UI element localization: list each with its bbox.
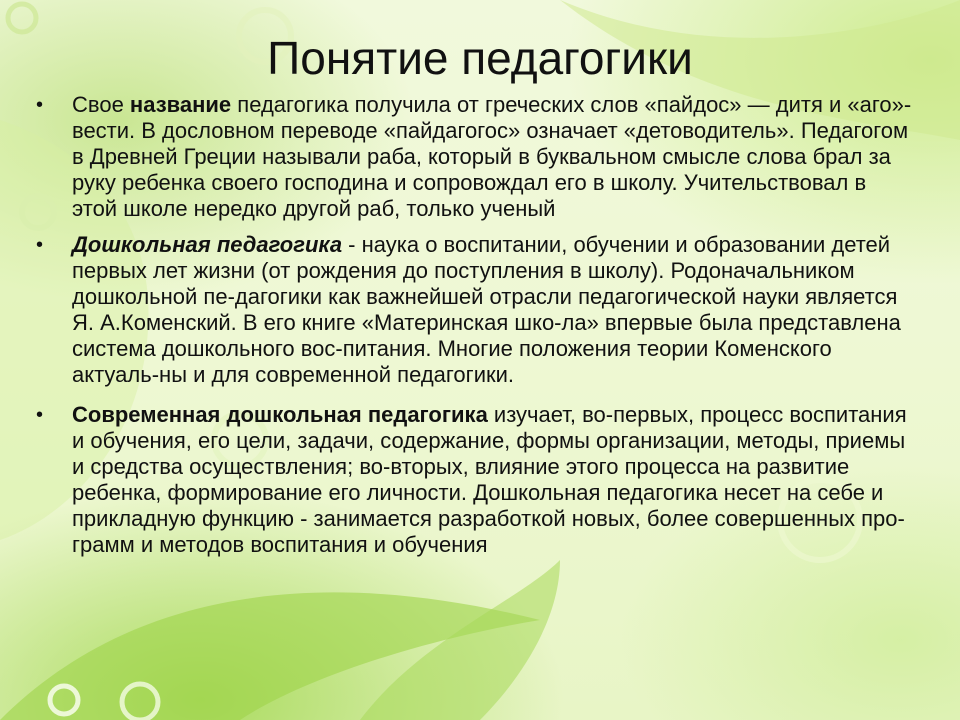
item-bold-term: Современная дошкольная педагогика [72,402,488,427]
slide-title: Понятие педагогики [267,32,693,84]
ring-top-left [8,4,36,32]
bullet-list [36,92,916,568]
item-bold-term: Дошкольная педагогика [72,232,343,257]
item-text-after: - наука о воспитании, обучении и образовании детей первых лет жизни (от рождения до поступления в школу). Родоначальником дошкольной пе-дагогики как важнейшей отрасли педагогической науки является Я. А.Коменский. В его книге «Материнская шко-ла» впервые была представлена система дошкольного вос-питания. Многие положения теории Коменского актуаль-ны и для современной педагогики. [72,232,901,387]
bullet-icon: • [36,234,44,256]
item-text-before: Свое [72,92,130,117]
bullet-icon: • [36,404,44,426]
item-bold-term: название [129,92,232,117]
list-item [36,92,916,222]
item-text-after: педагогика получила от греческих слов «пайдос» — дитя и «аго»- вести. В дословном переводе «пайдагогос» означает «детоводитель». Педагогом в Древней Греции называли раба, который в буквальном смысле слова брал за руку ребенка своего господина и сопровождал его в школу. Учительствовал в этой школе нередко другой раб, только ученый [72,92,912,221]
list-item [36,232,916,388]
item-text-after: изучает, во-первых, процесс воспитания и обучения, его цели, задачи, содержание, формы организации, методы, приемы и средства осуществления; во-вторых, влияние этого процесса на развитие ребенка, формирование его личности. Дошкольная педагогика несет на себе и прикладную функцию - занимается разработкой новых, более совершенных про-грамм и методов воспитания и обучения [72,402,907,557]
bullet-icon: • [36,94,44,116]
list-item [36,402,916,558]
